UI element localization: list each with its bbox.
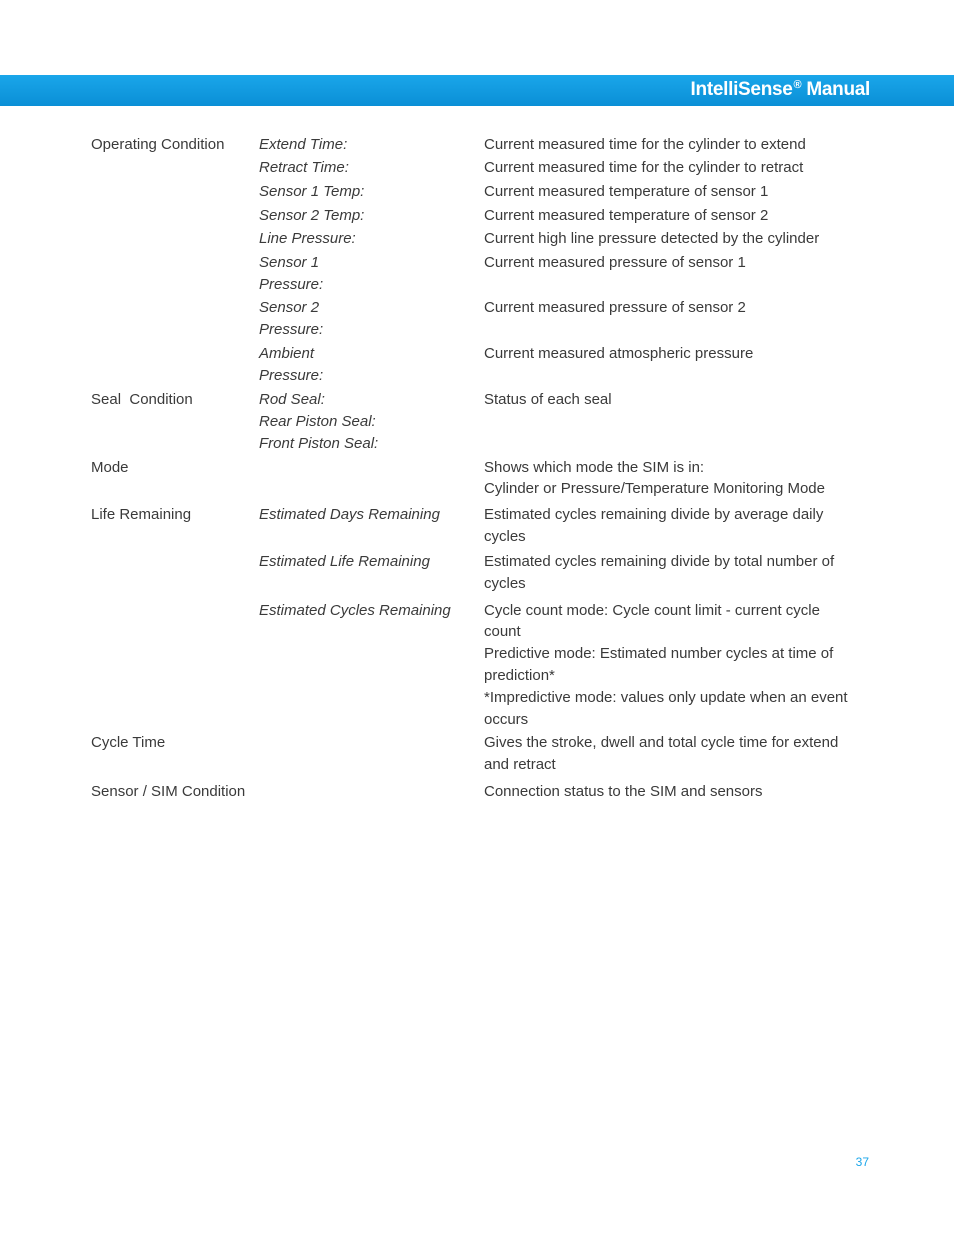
- desc-days-line2: cycles: [484, 528, 526, 545]
- field-line-pressure: Line Pressure:: [259, 230, 356, 247]
- desc-line-pressure: Current high line pressure detected by the cylinder: [484, 230, 820, 247]
- desc-sensor1-temp: Current measured temperature of sensor 1: [484, 183, 769, 200]
- row-label-seal-condition: Seal Condition: [91, 391, 193, 408]
- row-label-mode: Mode: [91, 459, 129, 476]
- field-retract-time: Retract Time:: [259, 159, 349, 176]
- field-estimated-days-remaining: Estimated Days Remaining: [259, 506, 440, 523]
- field-sensor1-temp: Sensor 1 Temp:: [259, 183, 365, 200]
- desc-seal-condition: Status of each seal: [484, 391, 612, 408]
- field-ambient-pressure-line1: Ambient: [259, 345, 315, 362]
- field-sensor1-pressure-line1: Sensor 1: [259, 254, 320, 271]
- field-sensor2-pressure-line2: Pressure:: [259, 321, 324, 338]
- desc-sensor2-temp: Current measured temperature of sensor 2: [484, 207, 769, 224]
- desc-extend-time: Current measured time for the cylinder to extend: [484, 136, 806, 153]
- desc-cycle-time-line1: Gives the stroke, dwell and total cycle time for extend: [484, 734, 839, 751]
- desc-mode-line1: Shows which mode the SIM is in:: [484, 459, 705, 476]
- row-label-sensor-sim-condition: Sensor / SIM Condition: [91, 783, 246, 800]
- desc-cycles-line5: *Impredictive mode: values only update when an event: [484, 689, 848, 706]
- title-main: IntelliSense: [690, 79, 793, 100]
- title-suffix: Manual: [801, 79, 870, 100]
- field-sensor1-pressure-line2: Pressure:: [259, 276, 324, 293]
- field-estimated-life-remaining: Estimated Life Remaining: [259, 553, 430, 570]
- desc-retract-time: Current measured time for the cylinder to retract: [484, 159, 804, 176]
- desc-sensor2-pressure: Current measured pressure of sensor 2: [484, 299, 746, 316]
- desc-sensor-sim-condition: Connection status to the SIM and sensors: [484, 783, 763, 800]
- field-rear-piston-seal: Rear Piston Seal:: [259, 413, 376, 430]
- field-sensor2-pressure-line1: Sensor 2: [259, 299, 320, 316]
- field-estimated-cycles-remaining: Estimated Cycles Remaining: [259, 602, 451, 619]
- desc-cycle-time-line2: and retract: [484, 756, 556, 773]
- desc-cycles-line4: prediction*: [484, 667, 555, 684]
- field-front-piston-seal: Front Piston Seal:: [259, 435, 379, 452]
- desc-life-line2: cycles: [484, 575, 526, 592]
- row-label-life-remaining: Life Remaining: [91, 506, 192, 523]
- field-extend-time: Extend Time:: [259, 136, 348, 153]
- field-ambient-pressure-line2: Pressure:: [259, 367, 324, 384]
- field-sensor2-temp: Sensor 2 Temp:: [259, 207, 365, 224]
- desc-sensor1-pressure: Current measured pressure of sensor 1: [484, 254, 746, 271]
- desc-cycles-line1: Cycle count mode: Cycle count limit - current cycle: [484, 602, 820, 619]
- registered-mark: ®: [793, 79, 802, 91]
- desc-cycles-line3: Predictive mode: Estimated number cycles at time of: [484, 645, 834, 662]
- desc-days-line1: Estimated cycles remaining divide by average daily: [484, 506, 824, 523]
- desc-ambient-pressure: Current measured atmospheric pressure: [484, 345, 754, 362]
- field-rod-seal: Rod Seal:: [259, 391, 325, 408]
- desc-cycles-line2: count: [484, 623, 521, 640]
- page-number: 37: [855, 1155, 869, 1169]
- row-label-operating-condition: Operating Condition: [91, 136, 225, 153]
- desc-cycles-line6: occurs: [484, 711, 529, 728]
- desc-mode-line2: Cylinder or Pressure/Temperature Monitoring Mode: [484, 480, 825, 497]
- desc-life-line1: Estimated cycles remaining divide by total number of: [484, 553, 835, 570]
- row-label-cycle-time: Cycle Time: [91, 734, 166, 751]
